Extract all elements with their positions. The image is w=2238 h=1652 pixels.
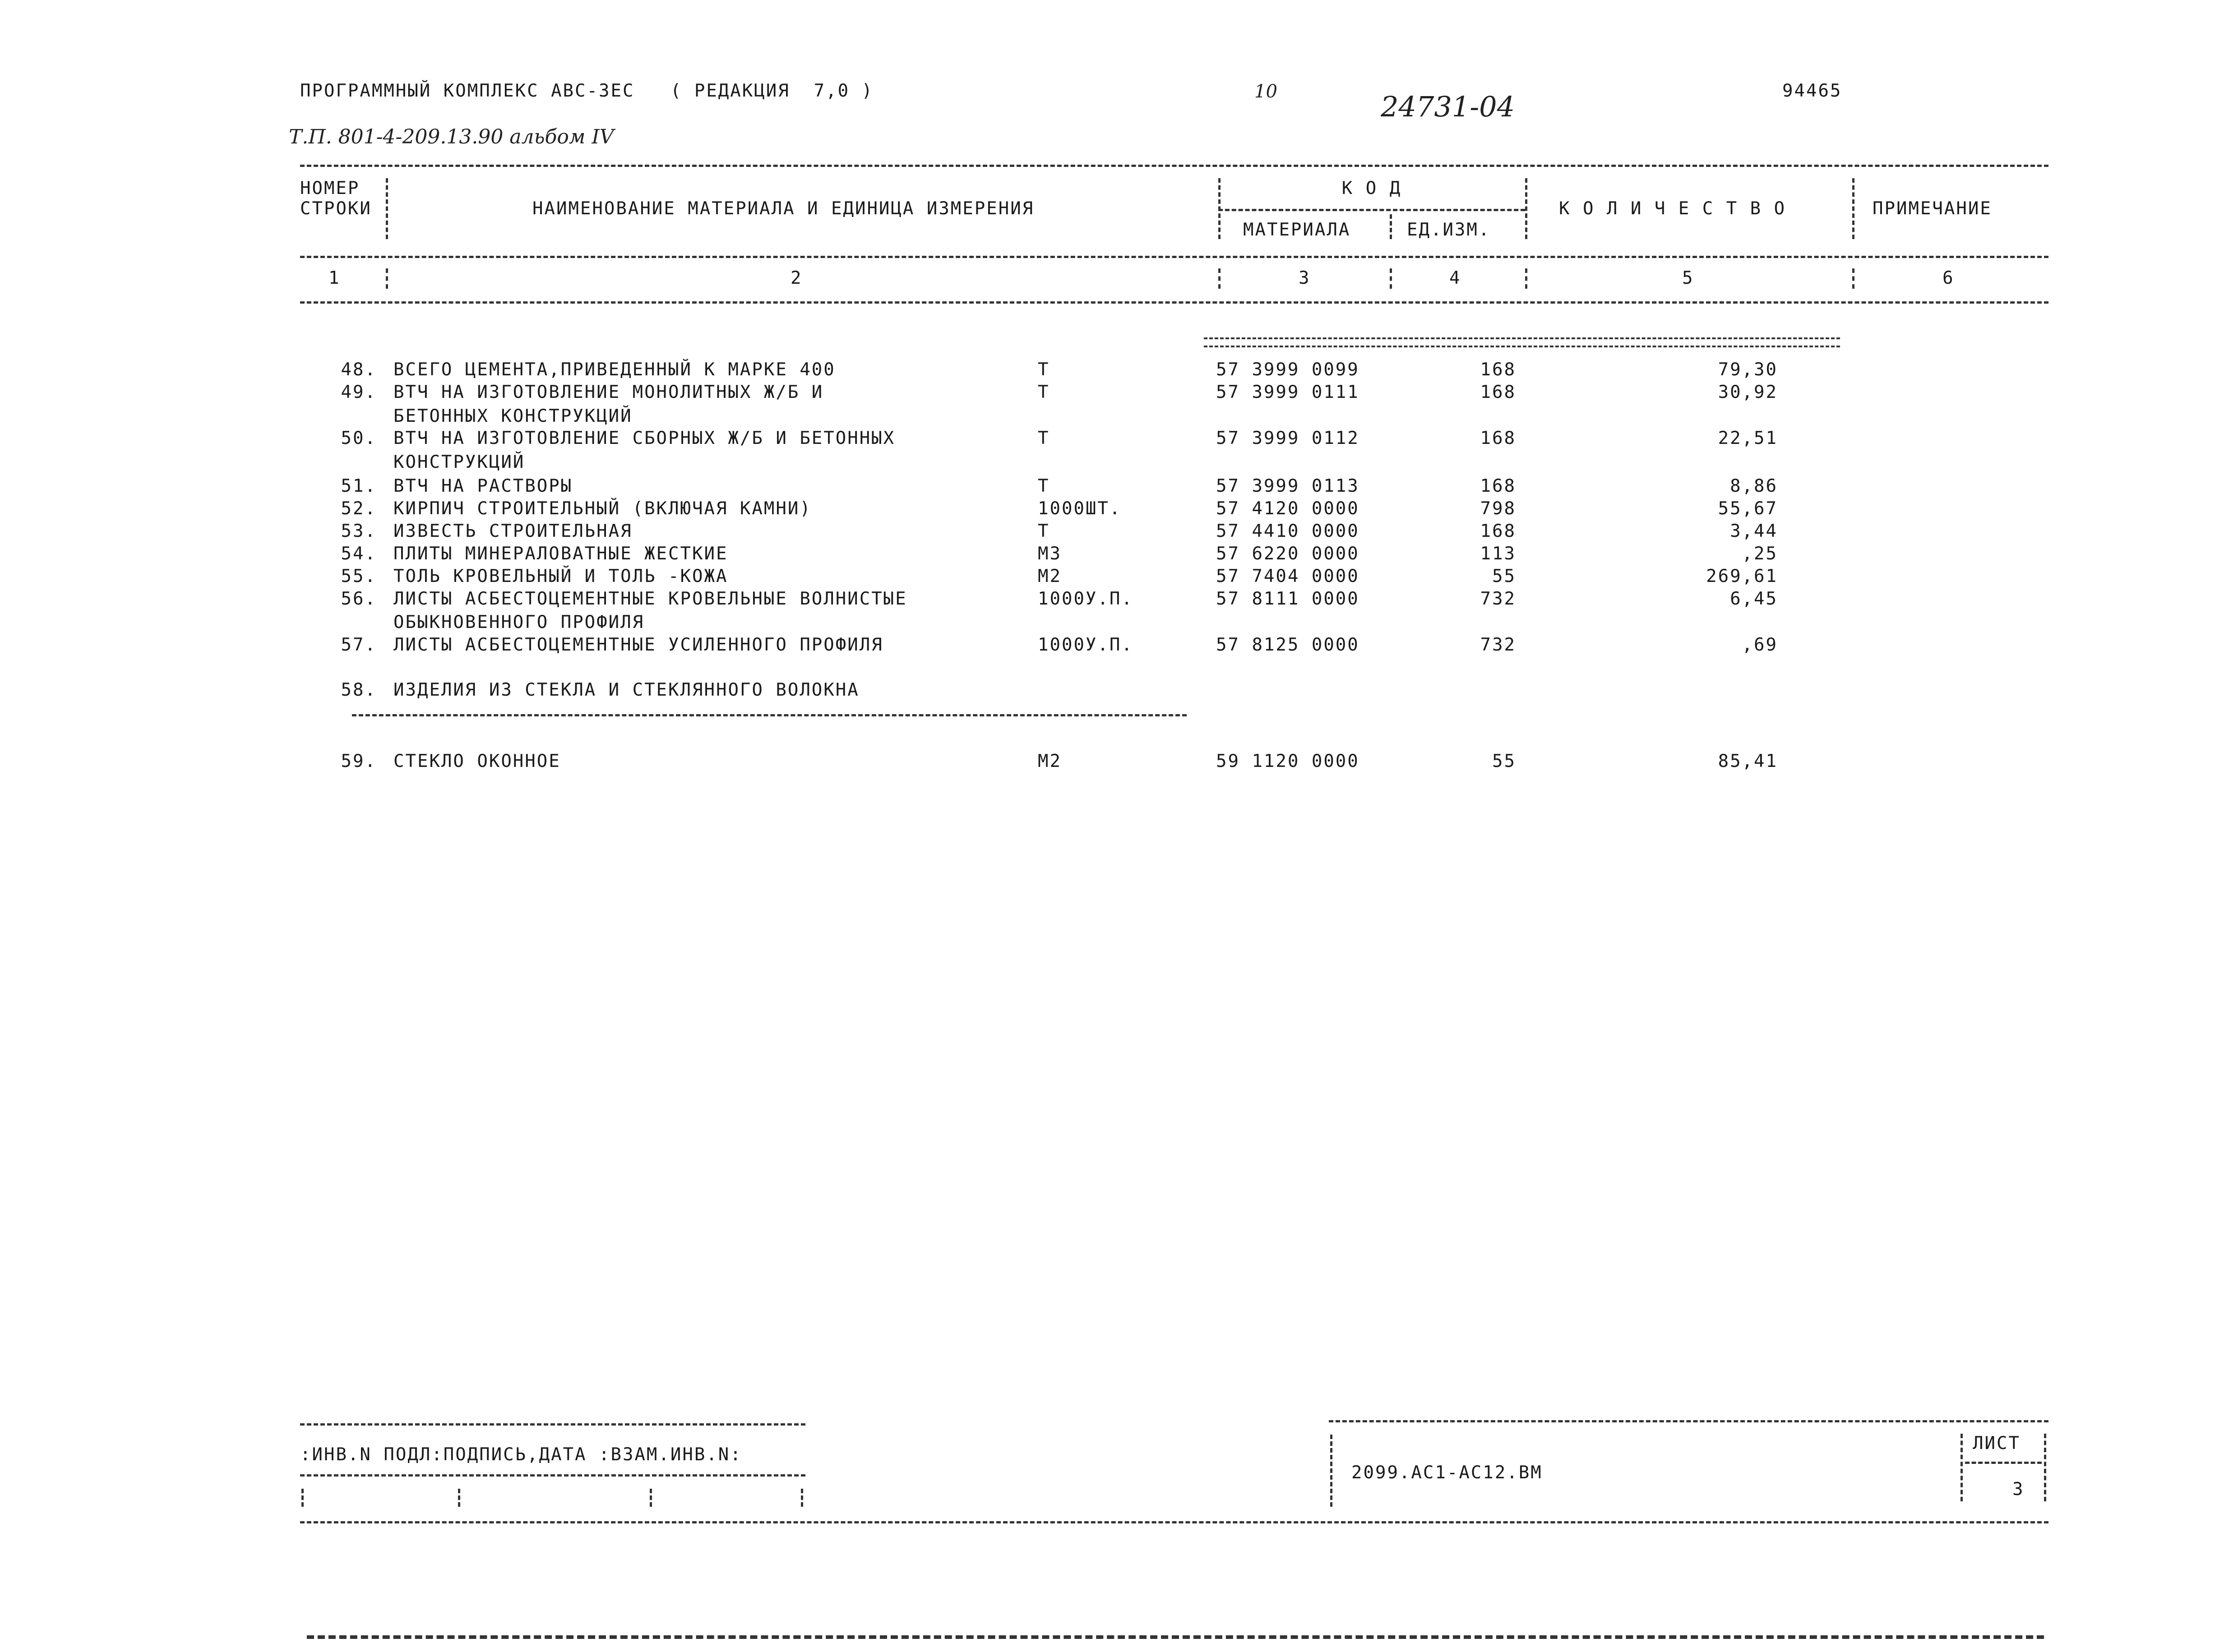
row-51-ed: 168: [1480, 476, 1516, 496]
row-51-name: ВТЧ НА РАСТВОРЫ: [393, 476, 573, 496]
row-52-ed: 798: [1480, 498, 1516, 519]
row-54-ed: 113: [1480, 544, 1516, 564]
footer-sep-d: [801, 1489, 803, 1507]
row-49-num: 49.: [341, 382, 377, 402]
row-49-name-line1: ВТЧ НА ИЗГОТОВЛЕНИЕ МОНОЛИТНЫХ Ж/Б И: [393, 382, 824, 402]
row-54-unit: М3: [1038, 544, 1062, 564]
row-57-ed: 732: [1480, 635, 1516, 655]
row-51-unit: Т: [1038, 476, 1050, 496]
row-57-code: 57 8125 0000: [1216, 635, 1359, 655]
col3-header: МАТЕРИАЛА: [1243, 220, 1351, 240]
row-56-unit: 1000У.П.: [1038, 589, 1133, 609]
row-48-qty: 79,30: [1718, 360, 1778, 380]
row-56-qty: 6,45: [1730, 589, 1778, 609]
row-59-ed: 55: [1492, 751, 1516, 771]
row-54-name: ПЛИТЫ МИНЕРАЛОВАТНЫЕ ЖЕСТКИЕ: [393, 544, 728, 564]
row-50-name-line2: КОНСТРУКЦИЙ: [393, 452, 525, 472]
row-54-num: 54.: [341, 544, 377, 564]
handwritten-code: 24731-04: [1381, 90, 1515, 123]
footer-bottom-rule: [300, 1521, 2048, 1523]
row-48-ed: 168: [1480, 360, 1516, 380]
row-56-code: 57 8111 0000: [1216, 589, 1359, 609]
row-57-name: ЛИСТЫ АСБЕСТОЦЕМЕНТНЫЕ УСИЛЕННОГО ПРОФИЛЯ: [393, 635, 883, 655]
kod-header: К О Д: [1341, 178, 1402, 198]
colnum-3: 3: [1299, 268, 1311, 288]
row-48-name: ВСЕГО ЦЕМЕНТА,ПРИВЕДЕННЫЙ К МАРКЕ 400: [393, 360, 836, 380]
col1-header-line2: СТРОКИ: [300, 198, 372, 219]
row-52-name: КИРПИЧ СТРОИТЕЛЬНЫЙ (ВКЛЮЧАЯ КАМНИ): [393, 498, 812, 519]
row-53-qty: 3,44: [1730, 521, 1778, 541]
header-top-rule: [300, 165, 2048, 167]
row-52-unit: 1000ШТ.: [1038, 498, 1122, 519]
colnum-2: 2: [791, 268, 803, 288]
col6-header: ПРИМЕЧАНИЕ: [1873, 198, 1992, 219]
footer-sep-a: [301, 1489, 304, 1507]
list-split-rule: [1965, 1462, 2042, 1464]
row-56-name-line1: ЛИСТЫ АСБЕСТОЦЕМЕНТНЫЕ КРОВЕЛЬНЫЕ ВОЛНИСТЫЕ: [393, 589, 907, 609]
kod-split-rule: [1218, 209, 1525, 211]
list-sep-left: [1961, 1434, 1963, 1501]
row-53-ed: 168: [1480, 521, 1516, 541]
footer-sep-b: [458, 1489, 460, 1507]
row-53-num: 53.: [341, 521, 377, 541]
row-49-ed: 168: [1480, 382, 1516, 402]
row-56-num: 56.: [341, 589, 377, 609]
footer-left-top-rule: [300, 1423, 805, 1426]
col-sep-2: [1218, 178, 1221, 239]
header-bottom-rule: [300, 301, 2048, 304]
row-50-ed: 168: [1480, 428, 1516, 448]
row-51-code: 57 3999 0113: [1216, 476, 1359, 496]
scan-edge-marks: [307, 1635, 2044, 1639]
row-52-code: 57 4120 0000: [1216, 498, 1359, 519]
footer-left-mid-rule: [300, 1474, 805, 1477]
list-number: 3: [2012, 1479, 2025, 1500]
col4-header: ЕД.ИЗМ.: [1407, 220, 1491, 240]
section-58-title: ИЗДЕЛИЯ ИЗ СТЕКЛА И СТЕКЛЯННОГО ВОЛОКНА: [393, 680, 860, 700]
row-55-code: 57 7404 0000: [1216, 566, 1359, 586]
list-sep-right: [2044, 1434, 2046, 1501]
colnum-sep-3: [1390, 268, 1392, 289]
row-54-code: 57 6220 0000: [1216, 544, 1359, 564]
row-57-qty: ,69: [1742, 635, 1778, 655]
row-55-ed: 55: [1492, 566, 1516, 586]
colnum-5: 5: [1682, 268, 1694, 288]
col-sep-5: [1852, 178, 1854, 239]
row-48-num: 48.: [341, 360, 377, 380]
row-53-unit: Т: [1038, 521, 1050, 541]
row-59-name: СТЕКЛО ОКОННОЕ: [393, 751, 561, 771]
row-48-code: 57 3999 0099: [1216, 360, 1359, 380]
row-56-name-line2: ОБЫКНОВЕННОГО ПРОФИЛЯ: [393, 612, 645, 632]
row-48-unit: Т: [1038, 360, 1050, 380]
row-50-code: 57 3999 0112: [1216, 428, 1359, 448]
row-52-num: 52.: [341, 498, 377, 519]
col1-header-line1: НОМЕР: [300, 178, 360, 198]
row-56-ed: 732: [1480, 589, 1516, 609]
row-55-qty: 269,61: [1706, 566, 1778, 586]
colnum-1: 1: [328, 268, 341, 288]
footer-sep-c: [650, 1489, 652, 1507]
row-53-name: ИЗВЕСТЬ СТРОИТЕЛЬНАЯ: [393, 521, 633, 541]
data-double-rule: [1204, 337, 1840, 347]
row-55-num: 55.: [341, 566, 377, 586]
row-50-name-line1: ВТЧ НА ИЗГОТОВЛЕНИЕ СБОРНЫХ Ж/Б И БЕТОННЫХ: [393, 428, 896, 448]
row-51-num: 51.: [341, 476, 377, 496]
row-59-num: 59.: [341, 751, 377, 771]
header-mid-rule: [300, 256, 2048, 258]
page-number: 10: [1254, 81, 1277, 102]
row-50-num: 50.: [341, 428, 377, 448]
program-title: ПРОГРАММНЫЙ КОМПЛЕКС АВС-3ЕС ( РЕДАКЦИЯ 7,0 ): [300, 81, 874, 101]
row-50-qty: 22,51: [1718, 428, 1778, 448]
colnum-sep-5: [1852, 268, 1854, 289]
footer-right-sep: [1330, 1435, 1332, 1507]
row-57-unit: 1000У.П.: [1038, 635, 1133, 655]
row-50-unit: Т: [1038, 428, 1050, 448]
row-52-qty: 55,67: [1718, 498, 1778, 519]
row-49-qty: 30,92: [1718, 382, 1778, 402]
row-59-code: 59 1120 0000: [1216, 751, 1359, 771]
row-55-name: ТОЛЬ КРОВЕЛЬНЫЙ И ТОЛЬ -КОЖА: [393, 566, 728, 586]
doc-code: 2099.АС1-АС12.ВМ: [1351, 1463, 1543, 1483]
colnum-6: 6: [1942, 268, 1955, 288]
colnum-sep-4: [1525, 268, 1527, 289]
col-sep-1: [386, 178, 388, 239]
section-underline: [352, 714, 1187, 716]
row-55-unit: М2: [1038, 566, 1062, 586]
colnum-sep-1: [386, 268, 388, 289]
row-57-num: 57.: [341, 635, 377, 655]
row-54-qty: ,25: [1742, 544, 1778, 564]
colnum-sep-2: [1218, 268, 1221, 289]
row-49-name-line2: БЕТОННЫХ КОНСТРУКЦИЙ: [393, 406, 633, 426]
section-58-num: 58.: [341, 680, 377, 700]
footer-right-top-rule: [1329, 1420, 2048, 1422]
row-49-code: 57 3999 0111: [1216, 382, 1359, 402]
col-sep-4: [1525, 178, 1527, 239]
col-sep-3: [1390, 214, 1392, 239]
handwritten-reference: Т.П. 801-4-209.13.90 альбом IV: [289, 125, 614, 148]
list-label: ЛИСТ: [1973, 1433, 2021, 1454]
row-59-unit: М2: [1038, 751, 1062, 771]
col5-header: К О Л И Ч Е С Т В О: [1559, 198, 1786, 219]
col2-header: НАИМЕНОВАНИЕ МАТЕРИАЛА И ЕДИНИЦА ИЗМЕРЕНИЯ: [532, 198, 1035, 219]
row-51-qty: 8,86: [1730, 476, 1778, 496]
document-number: 94465: [1782, 81, 1842, 101]
row-53-code: 57 4410 0000: [1216, 521, 1359, 541]
colnum-4: 4: [1449, 268, 1461, 288]
footer-left-labels: :ИНВ.N ПОДЛ:ПОДПИСЬ,ДАТА :ВЗАМ.ИНВ.N:: [300, 1444, 742, 1465]
row-59-qty: 85,41: [1718, 751, 1778, 771]
row-49-unit: Т: [1038, 382, 1050, 402]
